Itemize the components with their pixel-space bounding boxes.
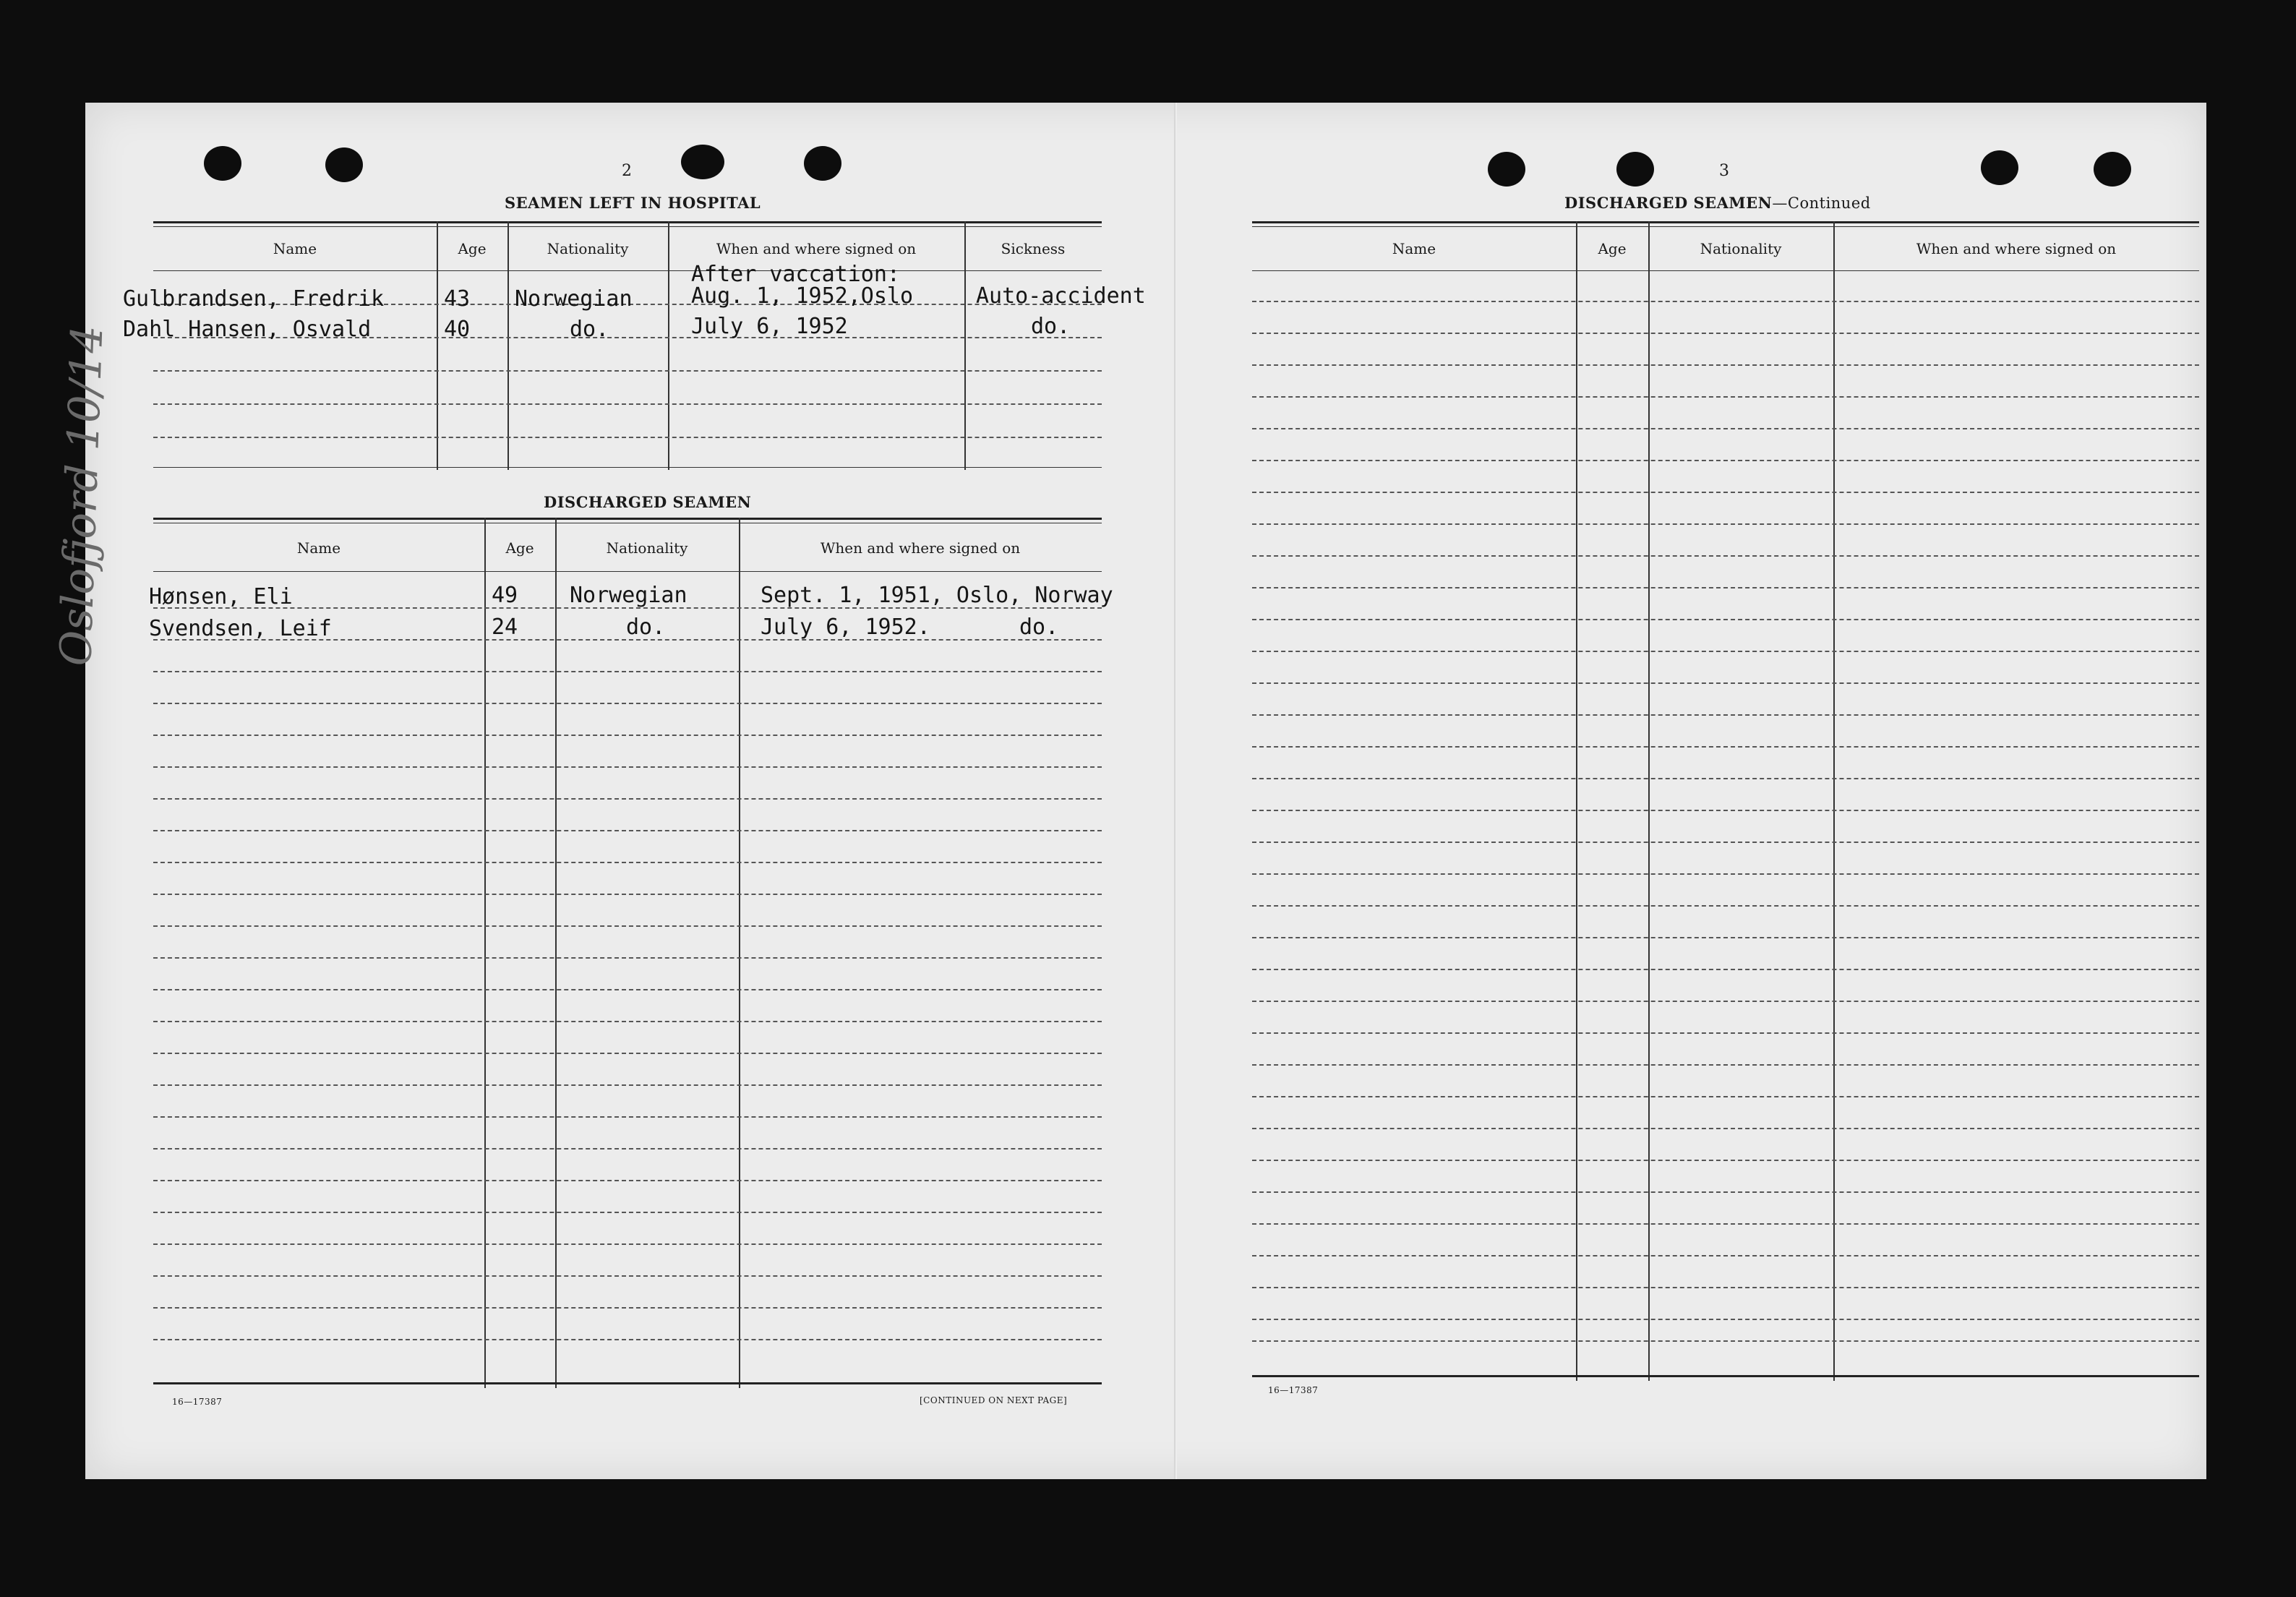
- hospital-col-signed-on: When and where signed on: [716, 240, 917, 257]
- punch-hole: [2094, 152, 2131, 187]
- margin-handwriting: Oslofjord 10/14: [51, 324, 113, 667]
- hospital-row-sickness: Auto-accident: [976, 283, 1146, 309]
- form-number-left: 16—17387: [172, 1397, 223, 1407]
- punch-hole: [1488, 152, 1525, 187]
- hospital-col-sickness: Sickness: [1001, 240, 1066, 257]
- hospital-section-title: SEAMEN LEFT IN HOSPITAL: [505, 194, 761, 212]
- discharged-continued-title: [1564, 194, 1871, 212]
- discharged-row-signed-on: July 6, 1952.: [761, 615, 930, 640]
- discharged-row-name: Svendsen, Leif: [149, 616, 332, 641]
- page-fold: [1174, 103, 1177, 1479]
- discharged-table: [153, 518, 1102, 1388]
- discharged-col-name: Name: [296, 539, 341, 557]
- continued-col-signed-on: When and where signed on: [1916, 240, 2117, 257]
- hospital-col-name: Name: [273, 240, 317, 257]
- punch-hole: [804, 146, 841, 181]
- hospital-row-signed-on: July 6, 1952: [691, 314, 848, 339]
- discharged-row-age: 49: [492, 583, 518, 608]
- punch-hole: [204, 146, 241, 181]
- punch-hole: [681, 145, 724, 179]
- discharged-row-nationality: do.: [626, 615, 666, 640]
- hospital-row-name: Dahl Hansen, Osvald: [123, 317, 372, 342]
- discharged-row-signed-on: Sept. 1, 1951, Oslo, Norway: [761, 583, 1113, 608]
- hospital-row-sickness: do.: [1031, 314, 1071, 339]
- hospital-col-nationality: Nationality: [547, 240, 629, 257]
- continued-note: [CONTINUED ON NEXT PAGE]: [920, 1395, 1068, 1405]
- discharged-col-age: Age: [505, 539, 534, 557]
- punch-hole: [1981, 150, 2018, 185]
- discharged-col-signed-on: When and where signed on: [820, 539, 1021, 557]
- hospital-row-nationality: Norwegian: [515, 286, 633, 312]
- discharged-row-age: 24: [492, 615, 518, 640]
- discharged-row-nationality: Norwegian: [570, 583, 687, 608]
- discharged-row-signed-on-ditto: do.: [1019, 615, 1059, 640]
- punch-hole: [1616, 152, 1654, 187]
- discharged-continued-title-main: DISCHARGED SEAMEN: [1564, 194, 1773, 212]
- hospital-row-nationality: do.: [570, 317, 609, 342]
- discharged-continued-title-suffix: —Continued: [1772, 194, 1871, 212]
- hospital-row-signed-on-note: After vaccation:: [691, 262, 900, 287]
- hospital-col-age: Age: [458, 240, 487, 257]
- continued-col-name: Name: [1392, 240, 1436, 257]
- discharged-section-title: DISCHARGED SEAMEN: [544, 493, 752, 511]
- hospital-row-name: Gulbrandsen, Fredrik: [123, 286, 385, 312]
- hospital-row-signed-on: Aug. 1, 1952,Oslo: [691, 283, 914, 309]
- discharged-row-name: Hønsen, Eli: [149, 584, 293, 609]
- hospital-row-age: 43: [444, 286, 471, 312]
- page-number-right: 3: [1719, 162, 1729, 180]
- punch-hole: [325, 147, 363, 182]
- hospital-table: [153, 221, 1102, 470]
- discharged-col-nationality: Nationality: [606, 539, 688, 557]
- form-number-right: 16—17387: [1268, 1385, 1319, 1395]
- continued-col-nationality: Nationality: [1700, 240, 1782, 257]
- continued-col-age: Age: [1598, 240, 1627, 257]
- hospital-row-age: 40: [444, 317, 471, 342]
- page-number-left: 2: [622, 162, 632, 180]
- discharged-continued-table: [1252, 221, 2199, 1381]
